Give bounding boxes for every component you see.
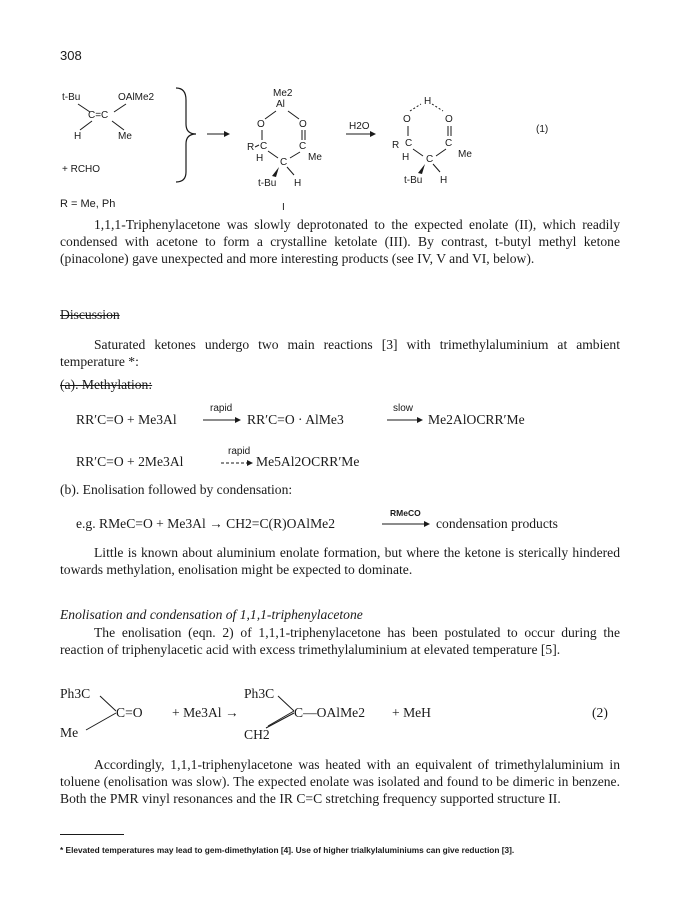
equation-a1-mid: RR′C=O · AlMe3 xyxy=(247,412,344,427)
scheme-al: Al xyxy=(276,99,285,110)
equation-b-arrow xyxy=(382,520,434,530)
scheme-me2: Me2 xyxy=(273,88,293,99)
equation-a1-arrow1 xyxy=(203,416,243,426)
scheme-o-right: O xyxy=(299,119,307,130)
equation-2-number: (2) xyxy=(592,705,608,720)
paragraph-3: Little is known about aluminium enolate formation, but where the ketone is sterically hindered towards methylation, enolisation might be expected to dominate. xyxy=(60,545,620,577)
equation-b-arrow-label: RMeCO xyxy=(390,508,421,518)
equation-a2-arrow xyxy=(221,459,261,469)
scheme-c-p2: C xyxy=(445,138,453,149)
scheme-tbu-mid: t-Bu xyxy=(258,178,277,189)
equation-b-right: condensation products xyxy=(436,516,558,531)
r-definition: R = Me, Ph xyxy=(60,198,116,210)
scheme-me-p: Me xyxy=(458,149,472,160)
equation-a2-right: Me5Al2OCRR′Me xyxy=(256,454,360,469)
scheme-h-left: H xyxy=(74,131,82,142)
page-number: 308 xyxy=(60,48,82,63)
equation-1-number: (1) xyxy=(536,124,549,135)
equation-2-plus-meh: + MeH xyxy=(392,705,432,720)
equation-a1-arrow1-label: rapid xyxy=(210,403,233,414)
equation-a1-right: Me2AlOCRR′Me xyxy=(428,412,525,427)
footnote: * Elevated temperatures may lead to gem-dimethylation [4]. Use of higher trialkylaluminiums can give reduction [3]. xyxy=(60,845,515,855)
scheme-h-top: H xyxy=(424,96,432,107)
equation-a2-arrow-label: rapid xyxy=(228,446,251,457)
reaction-scheme-1 xyxy=(0,0,680,220)
item-b-heading: (b). Enolisation followed by condensation: xyxy=(60,482,293,497)
scheme-o-left: O xyxy=(257,119,265,130)
equation-a2-left: RR′C=O + 2Me3Al xyxy=(76,454,184,469)
equation-2-c-oalme2: C—OAlMe2 xyxy=(294,705,365,720)
discussion-heading: Discussion xyxy=(60,307,120,322)
equation-2-ch2: CH2 xyxy=(244,727,270,742)
scheme-h-p: H xyxy=(402,152,410,163)
paragraph-1: 1,1,1-Triphenylacetone was slowly deprotonated to the expected enolate (II), which readily condensed with acetone to form a crystalline ketolate (III). By contrast, t-butyl methyl ketone (pinacolone) gave unexpected and more interesting products (see IV, V and VI, below). xyxy=(60,217,620,266)
scheme-me-left: Me xyxy=(118,131,132,142)
item-a-heading: (a). Methylation: xyxy=(60,377,153,392)
equation-2-ph3c: Ph3C xyxy=(60,686,91,701)
paragraph-2: Saturated ketones undergo two main reactions [3] with trimethylaluminium at ambient temperature *: xyxy=(60,337,620,369)
scheme-me-mid: Me xyxy=(308,152,322,163)
scheme-c-1: C xyxy=(260,141,268,152)
scheme-h-mid-2: H xyxy=(294,178,302,189)
footnote-rule xyxy=(60,834,124,835)
scheme-rcho: + RCHO xyxy=(62,164,101,175)
scheme-tbu-p: t-Bu xyxy=(404,175,423,186)
compound-label-I: I xyxy=(282,202,285,213)
scheme-o-p1: O xyxy=(403,114,411,125)
section-heading-enolisation: Enolisation and condensation of 1,1,1-triphenylacetone xyxy=(60,607,363,622)
equation-b-left: e.g. RMeC=O + Me3Al → CH2=C(R)OAlMe2 xyxy=(76,516,335,531)
scheme-h-mid: H xyxy=(256,153,264,164)
scheme-c-2: C xyxy=(299,141,307,152)
equation-a1-arrow2 xyxy=(387,416,427,426)
scheme-h2o: H2O xyxy=(349,121,370,132)
scheme-c-p3: C xyxy=(426,154,434,165)
equation-a1-arrow2-label: slow xyxy=(393,403,414,414)
paragraph-4: The enolisation (eqn. 2) of 1,1,1-triphenylacetone has been postulated to occur during the reaction of triphenylacetic acid with excess trimethylaluminium at elevated temperature [5]. xyxy=(60,625,620,657)
scheme-c-eq-c: C=C xyxy=(88,110,109,121)
scheme-c-3: C xyxy=(280,157,288,168)
scheme-oalme2: OAlMe2 xyxy=(118,92,155,103)
equation-2-me: Me xyxy=(60,725,79,740)
scheme-o-p2: O xyxy=(445,114,453,125)
scheme-tbu: t-Bu xyxy=(62,92,81,103)
equation-a1-left: RR′C=O + Me3Al xyxy=(76,412,177,427)
equation-2-plus-me3al: + Me3Al → xyxy=(172,705,239,720)
equation-2-ph3c-right: Ph3C xyxy=(244,686,275,701)
scheme-h-p-2: H xyxy=(440,175,448,186)
scheme-r-2: R xyxy=(392,140,400,151)
paragraph-5: Accordingly, 1,1,1-triphenylacetone was heated with an equivalent of trimethylaluminium in toluene (enolisation was slow). The expected enolate was isolated and found to be dimeric in benzene. Both the PMR vinyl resonances and the IR C=C stretching frequency supported structure II. xyxy=(60,757,620,806)
equation-2-c-eq-o: C=O xyxy=(116,705,143,720)
scheme-c-p1: C xyxy=(405,138,413,149)
scheme-r-1: R xyxy=(247,142,255,153)
